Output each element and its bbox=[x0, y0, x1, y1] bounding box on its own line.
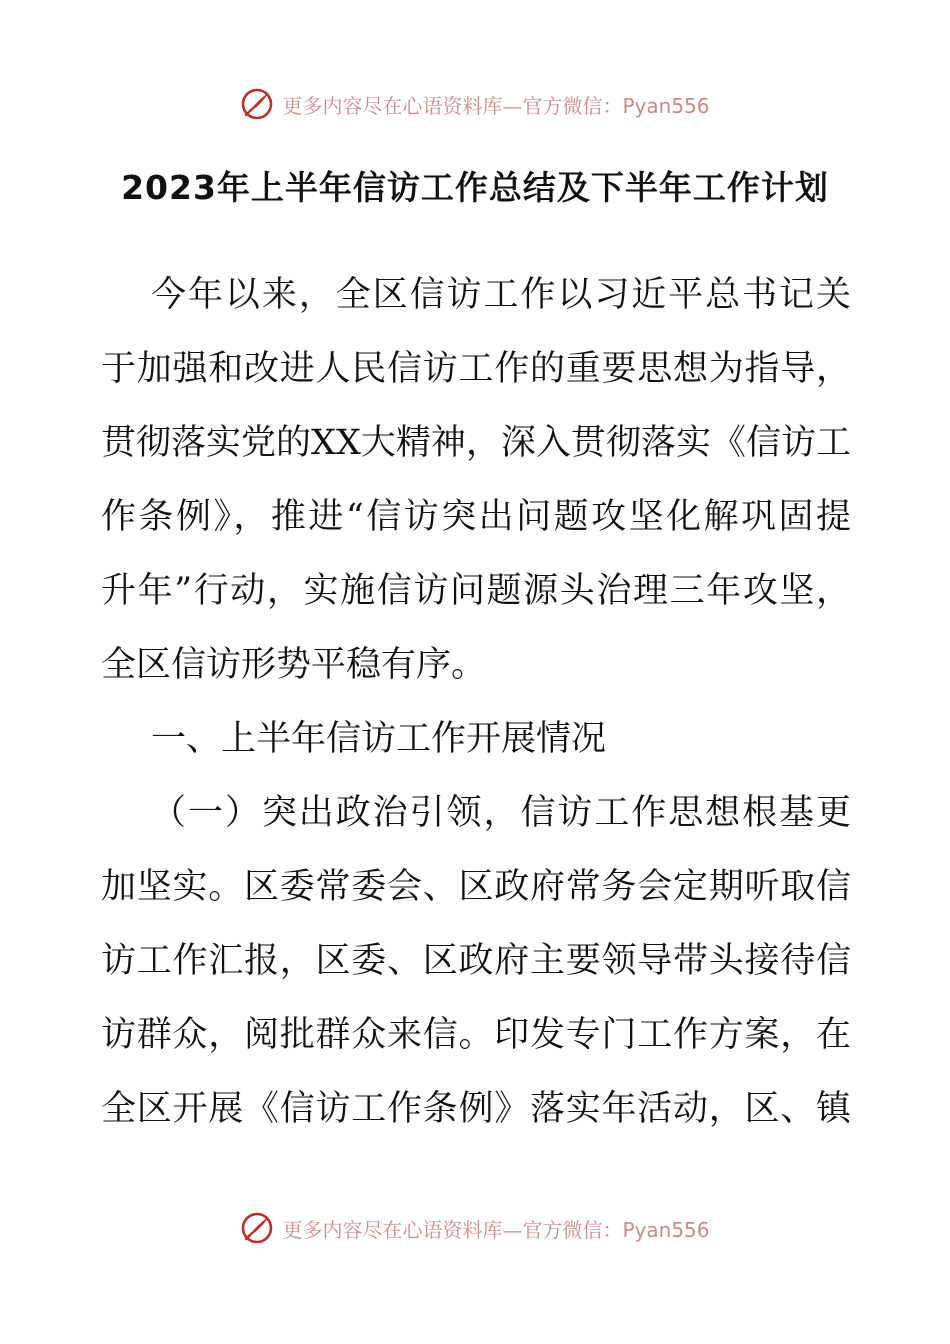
paragraph-line: 访工作汇报，区委、区政府主要领导带头接待信 bbox=[101, 941, 851, 981]
paragraph-line: 贯彻落实党的XX大精神，深入贯彻落实《信访工 bbox=[101, 423, 851, 463]
quill-logo-icon bbox=[240, 87, 274, 121]
document-title: 2023年上半年信访工作总结及下半年工作计划 bbox=[121, 168, 829, 207]
paragraph-line: 全区开展《信访工作条例》落实年活动，区、镇 bbox=[101, 1089, 851, 1129]
footer-banner bbox=[0, 1208, 950, 1248]
wechat-id: Pyan556 bbox=[622, 93, 710, 118]
paragraph-line: 升年”行动，实施信访问题源头治理三年攻坚， bbox=[101, 571, 851, 611]
paragraph-line: 访群众，阅批群众来信。印发专门工作方案，在 bbox=[101, 1015, 851, 1055]
paragraph-line: 全区信访形势平稳有序。 bbox=[101, 645, 487, 685]
wechat-id: Pyan556 bbox=[622, 1217, 710, 1242]
banner-text: 更多内容尽在心语资料库—官方微信：Pyan556 bbox=[282, 93, 710, 118]
paragraph-line: 加坚实。区委常委会、区政府常务会定期听取信 bbox=[101, 867, 851, 907]
paragraph-line: 于加强和改进人民信访工作的重要思想为指导， bbox=[101, 349, 851, 389]
header-banner bbox=[0, 84, 950, 124]
paragraph-line: 今年以来，全区信访工作以习近平总书记关 bbox=[151, 275, 851, 315]
quill-logo-icon bbox=[240, 1211, 274, 1245]
section-heading: 一、上半年信访工作开展情况 bbox=[151, 719, 607, 759]
banner-text: 更多内容尽在心语资料库—官方微信：Pyan556 bbox=[282, 1217, 710, 1242]
paragraph-line: 作条例》，推进“信访突出问题攻坚化解巩固提 bbox=[101, 497, 851, 537]
paragraph-line: （一）突出政治引领，信访工作思想根基更 bbox=[151, 793, 851, 833]
document-body bbox=[101, 258, 851, 1146]
